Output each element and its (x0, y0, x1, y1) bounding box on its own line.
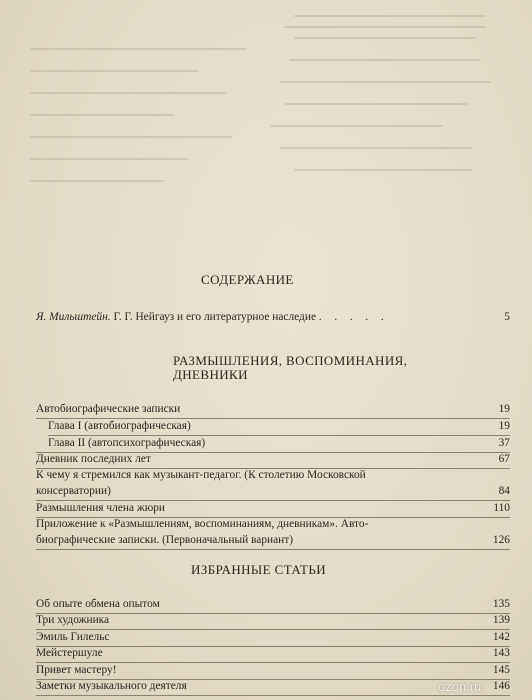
toc-page: 67 (498, 453, 510, 465)
toc-page: 139 (492, 614, 510, 626)
toc-page: 126 (492, 534, 510, 546)
toc-entry: Привет мастеру! (36, 664, 117, 676)
watermark-text: ozon.ru (438, 679, 482, 694)
section-heading: РАЗМЫШЛЕНИЯ, ВОСПОМИНАНИЯ, (173, 353, 408, 368)
intro-page: 5 (504, 311, 510, 323)
toc-entry: Размышления члена жюри (36, 502, 166, 514)
toc-page: 145 (492, 664, 510, 676)
toc-page: 135 (492, 598, 510, 610)
toc-page: 110 (493, 502, 510, 514)
leader-rule (36, 549, 510, 550)
leader-rule (36, 500, 510, 501)
leader-rule (36, 646, 510, 647)
toc-page: 84 (498, 485, 510, 497)
toc-entry: консерватории) (36, 485, 111, 497)
toc-page: 37 (498, 437, 510, 449)
leader-rule (36, 695, 510, 696)
toc-entry: Приложение к «Размышлениям, воспоминаниям, дневникам». Авто- (36, 518, 369, 530)
toc-entry: биографические записки. (Первоначальный вариант) (36, 534, 294, 546)
toc-entry: Заметки музыкального деятеля (36, 680, 187, 692)
toc-entry: Глава II (автопсихографическая) (48, 437, 206, 449)
toc-entry: Эмиль Гилельс (36, 631, 110, 643)
leader-rule (36, 629, 510, 630)
toc-entry: Глава I (автобиографическая) (48, 420, 191, 432)
toc-entry: Автобиографические записки (36, 403, 181, 415)
toc-page: 19 (498, 403, 510, 415)
toc-entry: Дневник последних лет (36, 453, 151, 465)
toc-entry: Мейстершуле (36, 647, 103, 659)
leader-rule (48, 435, 510, 436)
intro-author: Я. Мильштейн. (36, 311, 111, 323)
toc-page: 142 (492, 631, 510, 643)
leader-rule (36, 662, 510, 663)
toc-page: 146 (492, 680, 510, 692)
toc-entry: Три художника (36, 614, 110, 626)
dot-leader: . . . . . (318, 311, 389, 323)
bleed-through-text (30, 6, 510, 236)
intro-text: Г. Г. Нейгауз и его литературное наследие (113, 311, 317, 323)
page-title: СОДЕРЖАНИЕ (201, 272, 294, 287)
section-heading: ДНЕВНИКИ (173, 367, 248, 382)
section-heading: ИЗБРАННЫЕ СТАТЬИ (191, 562, 327, 577)
toc-entry: Об опыте обмена опытом (36, 598, 160, 610)
toc-entry: К чему я стремился как музыкант-педагог. (К столетию Московской (36, 469, 366, 481)
intro-entry (36, 311, 389, 323)
toc-page: 143 (492, 647, 510, 659)
toc-page: 19 (498, 420, 510, 432)
leader-rule (36, 418, 510, 419)
